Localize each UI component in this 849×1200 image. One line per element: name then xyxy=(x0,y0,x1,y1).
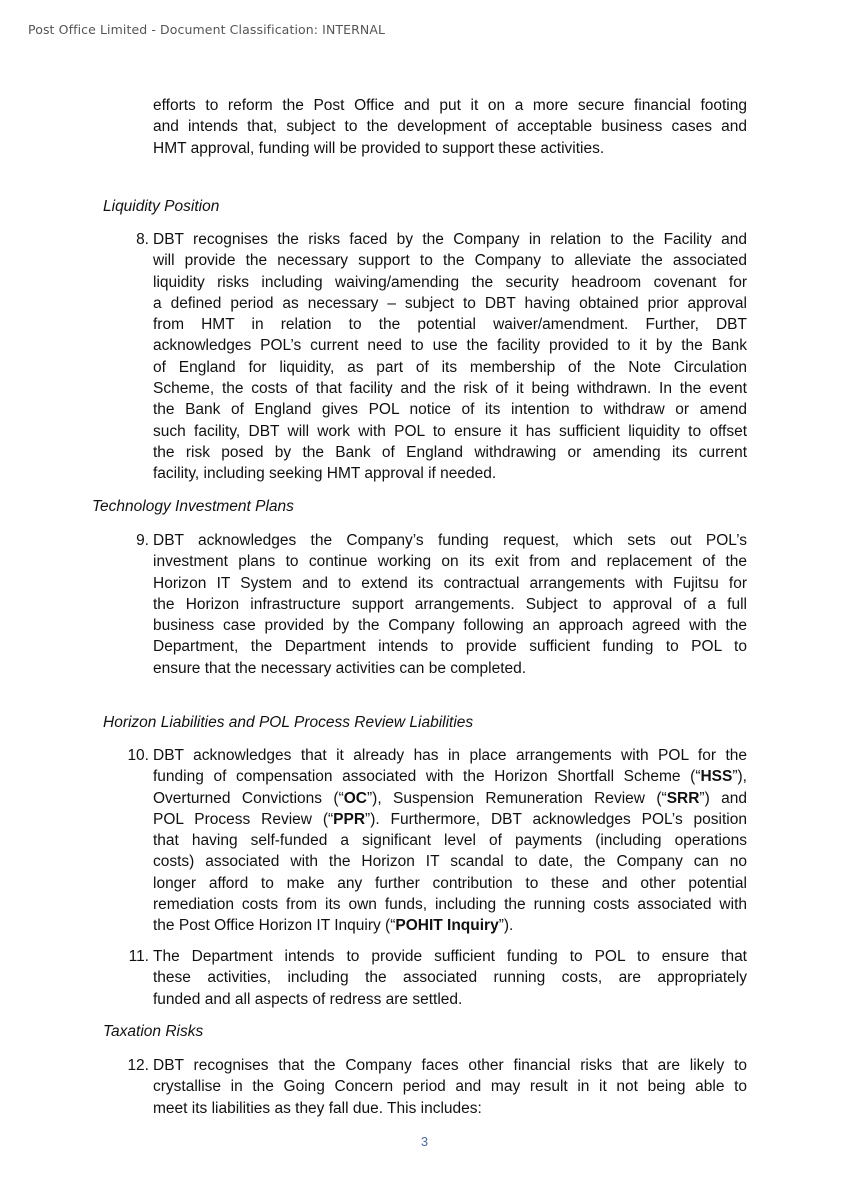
paragraph-line: such facility, DBT will work with POL to ensure it has sufficient liquidity to offset xyxy=(153,422,747,440)
paragraph-number-10: 10. xyxy=(127,747,149,764)
defined-term-srr: SRR xyxy=(666,789,700,807)
paragraph-line: Scheme, the costs of that facility and the risk of it being withdrawn. In the event xyxy=(153,380,747,398)
paragraph-line xyxy=(153,915,747,936)
paragraph-number-11: 11. xyxy=(128,948,149,965)
paragraph-line: of England for liquidity, as part of its membership of the Note Circulation xyxy=(153,358,747,376)
intro-line: HMT approval, funding will be provided to support these activities. xyxy=(153,139,605,157)
paragraph-line: ensure that the necessary activities can be completed. xyxy=(153,659,527,677)
paragraph-number-9: 9. xyxy=(136,532,149,549)
defined-term-oc: OC xyxy=(343,789,367,807)
text-run: ”), Suspension Remuneration Review (“ xyxy=(367,789,667,807)
paragraph-line xyxy=(153,766,747,787)
paragraph-number-12: 12. xyxy=(127,1057,149,1074)
paragraph-line: the Horizon infrastructure support arrangements. Subject to approval of a full xyxy=(153,595,747,613)
text-run: ”). Furthermore, DBT acknowledges POL’s position xyxy=(365,810,747,828)
paragraph-line: meet its liabilities as they fall due. This includes: xyxy=(153,1099,482,1117)
paragraph-line: Horizon IT System and to extend its contractual arrangements with Fujitsu for xyxy=(153,574,747,592)
paragraph-line: will provide the necessary support to the Company to alleviate the associated xyxy=(153,252,747,270)
text-run: funding of compensation associated with the Horizon Shortfall Scheme (“ xyxy=(153,768,701,786)
paragraph-line: remediation costs from its own funds, including the running costs associated with xyxy=(153,896,747,914)
paragraph-line xyxy=(153,788,747,809)
text-run: ”), xyxy=(732,768,747,786)
paragraph-line: business case provided by the Company following an approach agreed with the xyxy=(153,617,747,635)
intro-paragraph xyxy=(153,95,747,159)
paragraph-12 xyxy=(153,1055,747,1119)
text-run: Overturned Convictions (“ xyxy=(153,789,344,807)
intro-line: efforts to reform the Post Office and put it on a more secure financial footing xyxy=(153,97,747,114)
paragraph-11 xyxy=(153,946,747,1010)
paragraph-line xyxy=(153,809,747,830)
intro-line: and intends that, subject to the development of acceptable business cases and xyxy=(153,118,747,136)
paragraph-line: funded and all aspects of redress are settled. xyxy=(153,990,463,1008)
paragraph-line: DBT acknowledges that it already has in place arrangements with POL for the xyxy=(153,747,747,764)
heading-liquidity-position: Liquidity Position xyxy=(103,198,220,215)
paragraph-line: costs) associated with the Horizon IT scandal to date, the Company can no xyxy=(153,853,747,871)
paragraph-line: facility, including seeking HMT approval if needed. xyxy=(153,465,497,483)
paragraph-line: The Department intends to provide sufficient funding to POL to ensure that xyxy=(153,948,747,965)
page-number: 3 xyxy=(420,1134,429,1149)
paragraph-line: DBT acknowledges the Company’s funding request, which sets out POL’s xyxy=(153,532,747,549)
defined-term-ppr: PPR xyxy=(333,810,366,828)
paragraph-line: a defined period as necessary – subject to DBT having obtained prior approval xyxy=(153,294,747,312)
heading-technology-investment-plans: Technology Investment Plans xyxy=(92,498,294,515)
paragraph-line: DBT recognises that the Company faces other financial risks that are likely to xyxy=(153,1057,747,1074)
text-run: ”) and xyxy=(699,789,747,807)
paragraph-line: these activities, including the associated running costs, are appropriately xyxy=(153,969,747,987)
paragraph-10 xyxy=(153,745,747,937)
text-run: the Post Office Horizon IT Inquiry (“ xyxy=(153,917,396,935)
paragraph-line: DBT recognises the risks faced by the Company in relation to the Facility and xyxy=(153,231,747,248)
text-run: ”). xyxy=(498,917,514,935)
paragraph-line: from HMT in relation to the potential waiver/amendment. Further, DBT xyxy=(153,316,747,334)
heading-taxation-risks: Taxation Risks xyxy=(103,1023,204,1040)
paragraph-line: crystallise in the Going Concern period and may result in it not being able to xyxy=(153,1078,747,1096)
paragraph-9 xyxy=(153,530,747,679)
paragraph-line: investment plans to continue working on its exit from and replacement of the xyxy=(153,553,747,571)
paragraph-line: the risk posed by the Bank of England withdrawing or amending its current xyxy=(153,443,747,461)
text-run: POL Process Review (“ xyxy=(153,810,334,828)
paragraph-line: Department, the Department intends to provide sufficient funding to POL to xyxy=(153,638,747,656)
defined-term-hss: HSS xyxy=(700,768,733,786)
paragraph-line: acknowledges POL’s current need to use the facility provided to it by the Bank xyxy=(153,337,747,355)
paragraph-line: liquidity risks including waiving/amending the security headroom covenant for xyxy=(153,273,747,291)
paragraph-line: the Bank of England gives POL notice of its intention to withdraw or amend xyxy=(153,401,747,419)
classification-header: Post Office Limited - Document Classification: INTERNAL xyxy=(28,22,386,37)
defined-term-pohit-inquiry: POHIT Inquiry xyxy=(395,917,499,935)
heading-horizon-liabilities: Horizon Liabilities and POL Process Review Liabilities xyxy=(103,714,474,731)
paragraph-line: that having self-funded a significant level of payments (including operations xyxy=(153,832,747,850)
paragraph-line: longer afford to make any further contribution to these and other potential xyxy=(153,874,747,892)
paragraph-number-8: 8. xyxy=(136,231,149,248)
paragraph-8 xyxy=(153,229,747,485)
